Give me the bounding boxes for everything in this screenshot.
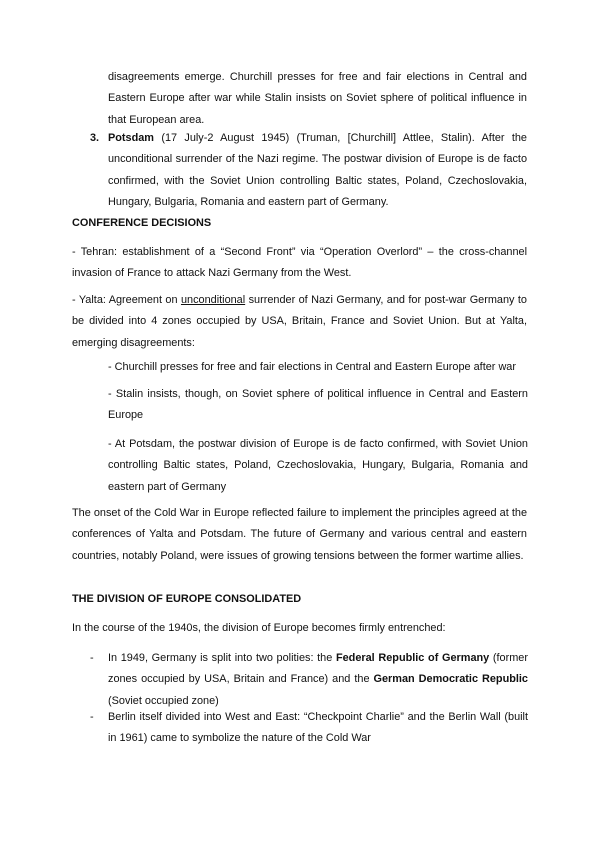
- division-intro: In the course of the 1940s, the division of Europe becomes firmly entrenched:: [72, 622, 446, 634]
- tehran-paragraph: - Tehran: establishment of a “Second Front” via “Operation Overlord” – the cross-channel invasion of France to attack Nazi Germany from the West.: [72, 246, 527, 280]
- yalta-text-start: - Yalta: Agreement on: [72, 294, 181, 306]
- sub-point-churchill: - Churchill presses for free and fair elections in Central and Eastern Europe after war: [108, 361, 516, 373]
- potsdam-list-item: [108, 128, 527, 213]
- yalta-text-end: surrender of Nazi Germany, and for post-war Germany to be divided into 4 zones occupied by USA, Britain, France and Soviet Union. But at Yalta, emerging disagreements:: [72, 294, 527, 349]
- sub-point-potsdam: - At Potsdam, the postwar division of Europe is de facto confirmed, with Soviet Union controlling Baltic states, Poland, Czechoslovakia, Hungary, Bulgaria, Romania and eastern part of Germany: [108, 438, 528, 493]
- bullet-dash: -: [90, 711, 94, 723]
- bullet-berlin-divided: Berlin itself divided into West and East: “Checkpoint Charlie” and the Berlin Wall (built in 1961) came to symbolize the nature of the Cold War: [108, 711, 528, 745]
- division-heading: THE DIVISION OF EUROPE CONSOLIDATED: [72, 593, 302, 605]
- potsdam-text: (17 July-2 August 1945) (Truman, [Churchill] Attlee, Stalin). After the unconditional surrender of the Nazi regime. The postwar division of Europe is de facto confirmed, with the Soviet Union controlling Baltic states, Poland, Czechoslovakia, Hungary, Bulgaria, Romania and eastern part of Germany.: [108, 132, 527, 208]
- gdr-bold: German Democratic Republic: [373, 673, 528, 686]
- bullet-text-end: (Soviet occupied zone): [108, 694, 219, 707]
- conference-decisions-heading: CONFERENCE DECISIONS: [72, 217, 212, 229]
- potsdam-title: Potsdam: [108, 132, 154, 144]
- bullet-dash: -: [90, 652, 94, 664]
- bullet-text-middle: (former zones occupied by USA, Britain and France) and the: [108, 652, 528, 686]
- continued-list-item: [108, 67, 527, 131]
- list-number: 3.: [90, 132, 100, 144]
- sub-point-stalin: - Stalin insists, though, on Soviet sphere of political influence in Central and Eastern Europe: [108, 388, 528, 422]
- yalta-paragraph: [72, 290, 527, 354]
- continued-item-text: disagreements emerge. Churchill presses for free and fair elections in Central and Eastern Europe after war while Stalin insists on Soviet sphere of political influence in that European area.: [108, 71, 527, 126]
- cold-war-paragraph: The onset of the Cold War in Europe reflected failure to implement the principles agreed at the conferences of Yalta and Potsdam. The future of Germany and various central and eastern countries, notably Poland, were issues of growing tensions between the former wartime allies.: [72, 507, 527, 562]
- frg-bold: Federal Republic of Germany: [335, 652, 490, 664]
- unconditional-underlined: unconditional: [180, 294, 246, 306]
- bullet-germany-split: [108, 648, 528, 712]
- bullet-text-start: In 1949, Germany is split into two polities: the: [108, 652, 336, 664]
